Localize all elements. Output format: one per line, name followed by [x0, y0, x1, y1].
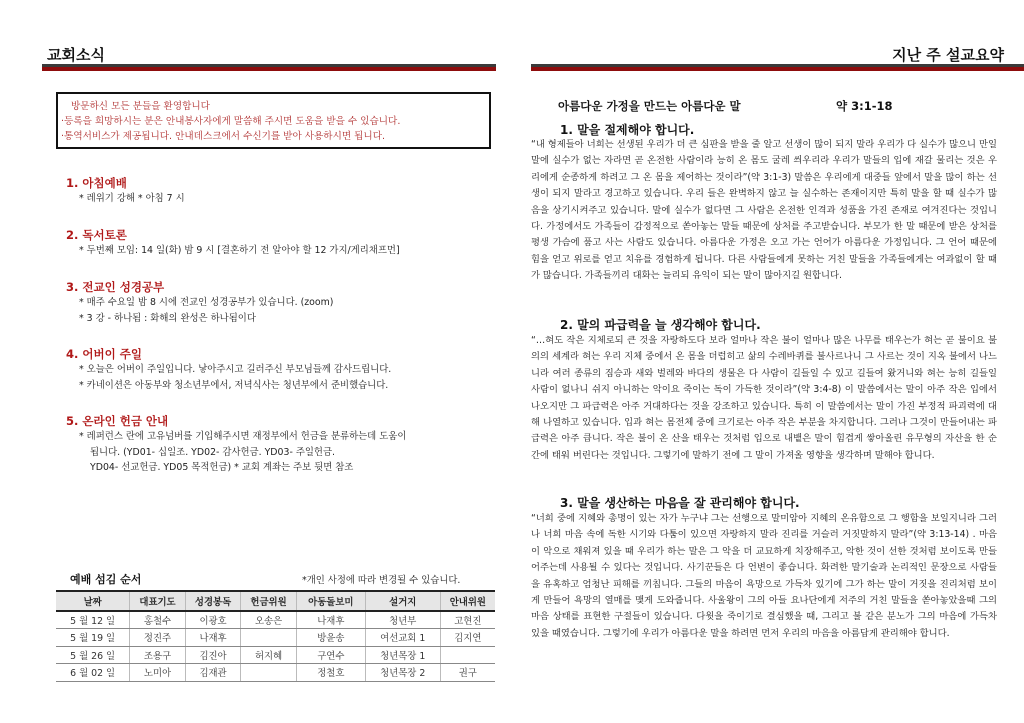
table-cell: 정진주 — [130, 629, 186, 647]
column-header: 대표기도 — [130, 591, 186, 611]
column-header: 헌금위원 — [241, 591, 297, 611]
column-header: 아동돌보미 — [296, 591, 365, 611]
table-cell: 5 월 12 일 — [56, 611, 130, 629]
table-cell: 김지연 — [440, 629, 495, 647]
table-cell: 5 월 26 일 — [56, 646, 130, 664]
table-cell: 노미아 — [130, 664, 186, 682]
sermon-point-body: “…혀도 작은 지체로되 큰 것을 자랑하도다 보라 얼마나 작은 불이 얼마나 많은 나무를 태우는가 혀는 곧 불이요 불의의 세계라 혀는 우리 지체 중에서 온 몸을 더럽히고 삶의 수레바퀴를 불사르나니 그 사르는 것이 지옥 불에서 나느니라 여러 종류의 짐승과 새와 벌레와 바다의 생물은 다 사람이 길들일 수 있고 길들여 왔거니와 혀는 능히 길들일 사람이 없나니 쉬지 아니하는 악이요 죽이는 독이 가득한 것이라”(약 3:4-8) 이 말씀에서는 말이 아주 작은 입에서 나오지만 그 파급력은 아주 거대하다는 것을 강조하고 있습니다. 특히 이 말씀에서는 말이 가진 부정적 파괴력에 대해 나열하고 있습니다. 입과 혀는 몸전체 중에 크기로는 아주 작은 부분을 차지합니다. 그러나 그것이 만들어내는 파급력은 아주 큽니다. 작은 불이 온 산을 태우는 것처럼 입으로 내뱉은 말이 힘겹게 쌓아올린 유무형의 자산을 한 순간에 태워 버린다는 것입니다. 그렇기에 말하기 전에 그 말이 가져올 영향을 생각하며 말해야 합니다. — [531, 335, 997, 461]
table-cell: 나재후 — [185, 629, 241, 647]
church-news-title: 교회소식 — [47, 46, 105, 64]
sermon-title: 아름다운 가정을 만드는 아름다운 말 — [558, 99, 741, 113]
section-title: 2. 독서토론 — [66, 228, 127, 242]
schedule-note: *개인 사정에 따라 변경될 수 있습니다. — [302, 575, 461, 586]
sermon-point-heading: 2. 말의 파급력을 늘 생각해야 합니다. — [560, 318, 761, 332]
table-cell: 조용구 — [130, 646, 186, 664]
service-schedule-table — [56, 590, 495, 682]
column-header: 안내위원 — [440, 591, 495, 611]
section-bible-study — [66, 279, 496, 326]
table-cell: 청년부 — [365, 611, 440, 629]
section-title: 1. 아침예배 — [66, 176, 127, 190]
header-rule — [531, 64, 1024, 71]
table-cell: 정철호 — [296, 664, 365, 682]
welcome-line-registration: ·등록을 희망하시는 분은 안내봉사자에게 말씀해 주시면 도움을 받을 수 있습니다. — [61, 116, 401, 127]
section-item: * 두번째 모임: 14 일(화) 밤 9 시 [결혼하기 전 알아야 할 12 가지/게리채프먼] — [79, 245, 400, 256]
section-title: 5. 온라인 헌금 안내 — [66, 414, 169, 428]
table-header-row — [56, 591, 495, 611]
section-title: 4. 어버이 주일 — [66, 347, 142, 361]
schedule-title: 예배 섬김 순서 — [70, 573, 142, 586]
section-item: * 매주 수요일 밤 8 시에 전교인 성경공부가 있습니다. (zoom) — [79, 297, 334, 308]
table-cell: 6 월 02 일 — [56, 664, 130, 682]
welcome-title: 방문하신 모든 분들을 환영합니다 — [71, 101, 210, 112]
section-item: * 레위기 강해 * 아침 7 시 — [79, 193, 185, 204]
section-book-discussion — [66, 227, 496, 259]
table-cell: 홍철수 — [130, 611, 186, 629]
table-cell — [241, 664, 297, 682]
table-cell: 이광호 — [185, 611, 241, 629]
table-cell: 김진아 — [185, 646, 241, 664]
sermon-point-heading: 1. 말을 절제해야 합니다. — [560, 123, 695, 137]
sermon-scripture-ref: 약 3:1-18 — [836, 99, 893, 113]
section-title: 3. 전교인 성경공부 — [66, 280, 165, 294]
table-cell: 허지혜 — [241, 646, 297, 664]
table-cell: 청년목장 1 — [365, 646, 440, 664]
table-cell: 방윤송 — [296, 629, 365, 647]
sermon-point-body: “너희 중에 지혜와 총명이 있는 자가 누구냐 그는 선행으로 말미암아 지혜의 온유함으로 그 행함을 보일지니라 그러나 너희 마음 속에 독한 시기와 다툼이 있으면 자랑하지 말라 진리를 거슬러 거짓말하지 말라”(약 3:13-14) . 마음이 악으로 채워져 있을 때 우리가 하는 말은 그 악을 더 교묘하게 치장해주고, 악한 것이 선한 것처럼 보이도록 만들어주는데 사용될 수 있다는 것입니다. 사기꾼들은 다 언변이 좋습니다. 화려한 말기술과 논리적인 문장으로 사람들을 유혹하고 엄청난 피해를 끼칩니다. 그들의 마음이 욕망으로 가득차 있기에 그가 하는 말이 거짓을 진리처럼 보이게 만들어 욕망의 열매를 맺게 도와줍니다. 사울왕이 그의 아들 요나단에게 저주의 거친 말들을 쏟아놓았을때 그의 마음 상태를 표현한 구절들이 있습니다. 다윗을 죽이기로 결심했을 때, 그리고 불 같은 분노가 그의 마음에 가득차 있을 때였습니다. 그렇기에 우리가 아름다운 말을 하려면 먼저 우리의 마음을 아름답게 관리해야 합니다. — [531, 513, 997, 639]
section-item: * 3 강 - 하나됨 : 화해의 완성은 하나됨이다 — [79, 312, 256, 324]
section-morning-worship — [66, 175, 496, 207]
section-parents-sunday — [66, 346, 496, 393]
sermon-point-heading: 3. 말을 생산하는 마음을 잘 관리해야 합니다. — [560, 496, 800, 510]
table-cell: 구연수 — [296, 646, 365, 664]
table-row — [56, 664, 495, 682]
offering-note-line-3: YD04- 선교헌금. YD05 목적헌금) * 교회 계좌는 주보 뒷면 참조 — [90, 462, 354, 473]
table-cell: 여선교회 1 — [365, 629, 440, 647]
table-cell — [440, 646, 495, 664]
table-row — [56, 629, 495, 647]
section-item: * 카네이션은 아동부와 청소년부에서, 저녁식사는 청년부에서 준비했습니다. — [79, 379, 389, 391]
sermon-point-body: “내 형제들아 너희는 선생된 우리가 더 큰 심판을 받을 줄 알고 선생이 많이 되지 말라 우리가 다 실수가 많으니 만일 말에 실수가 없는 자라면 곧 온전한 사람이라 능히 온 몸도 굴레 씌우리라 우리가 말들의 입에 재갈 물리는 것은 우리에게 순종하게 하려고 그 온 몸을 제어하는 것이라”(약 3:1-3) 말씀은 우리에게 대중들 앞에서 말을 많이 하는 선생이 되지 말라고 경고하고 있습니다. 우리 들은 완벽하지 않고 늘 실수하는 존재이지만 특히 말을 할 때 실수가 많음을 상기시켜주고 있습니다. 말에 실수가 없다면 그 사람은 온전한 인격과 성품을 가진 존재로 여겨진다는 것입니다. 가정에서도 가족들이 감정적으로 쏟아놓는 말들 때문에 상처를 주고받습니다. 부모가 한 말 때문에 받은 상처를 평생 가슴에 품고 사는 사람도 있습니다. 아름다운 가정은 오고 가는 언어가 아름다운 가정입니다. 그 언어 때문에 힘을 얻고 위로를 얻고 치유를 경험하게 됩니다. 다른 사람들에게 못하는 거친 말들을 가족들에게는 여과없이 할 때가 많습니다. 가족들끼리 대화는 늘리되 유익이 되는 말이 많아지길 원합니다. — [531, 139, 997, 282]
table-cell: 권구 — [440, 664, 495, 682]
column-header: 성경봉독 — [185, 591, 241, 611]
table-cell: 5 월 19 일 — [56, 629, 130, 647]
table-cell — [241, 629, 297, 647]
table-row — [56, 646, 495, 664]
welcome-line-interpretation: ·통역서비스가 제공됩니다. 안내데스크에서 수신기를 받아 사용하시면 됩니다. — [61, 131, 386, 142]
table-cell: 나재후 — [296, 611, 365, 629]
table-cell: 청년목장 2 — [365, 664, 440, 682]
column-header: 날짜 — [56, 591, 130, 611]
header-rule — [42, 64, 496, 71]
offering-note-line-2: 됩니다. (YD01- 십일조. YD02- 감사헌금. YD03- 주일헌금. — [90, 446, 336, 458]
section-item: * 오늘은 어버이 주일입니다. 낳아주시고 길러주신 부모님들께 감사드립니다. — [79, 364, 392, 375]
table-cell: 고현진 — [440, 611, 495, 629]
offering-note-line-1: * 레퍼런스 란에 고유넘버를 기입해주시면 재정부에서 헌금을 분류하는데 도움이 — [79, 431, 407, 442]
table-row — [56, 611, 495, 629]
column-header: 설거지 — [365, 591, 440, 611]
welcome-box — [56, 92, 491, 149]
table-cell: 오송은 — [241, 611, 297, 629]
section-online-offering — [66, 413, 496, 476]
sermon-summary-title: 지난 주 설교요약 — [892, 46, 1004, 64]
offering-note — [66, 429, 496, 476]
table-cell: 김재관 — [185, 664, 241, 682]
sermon-summary-page — [512, 0, 1024, 723]
